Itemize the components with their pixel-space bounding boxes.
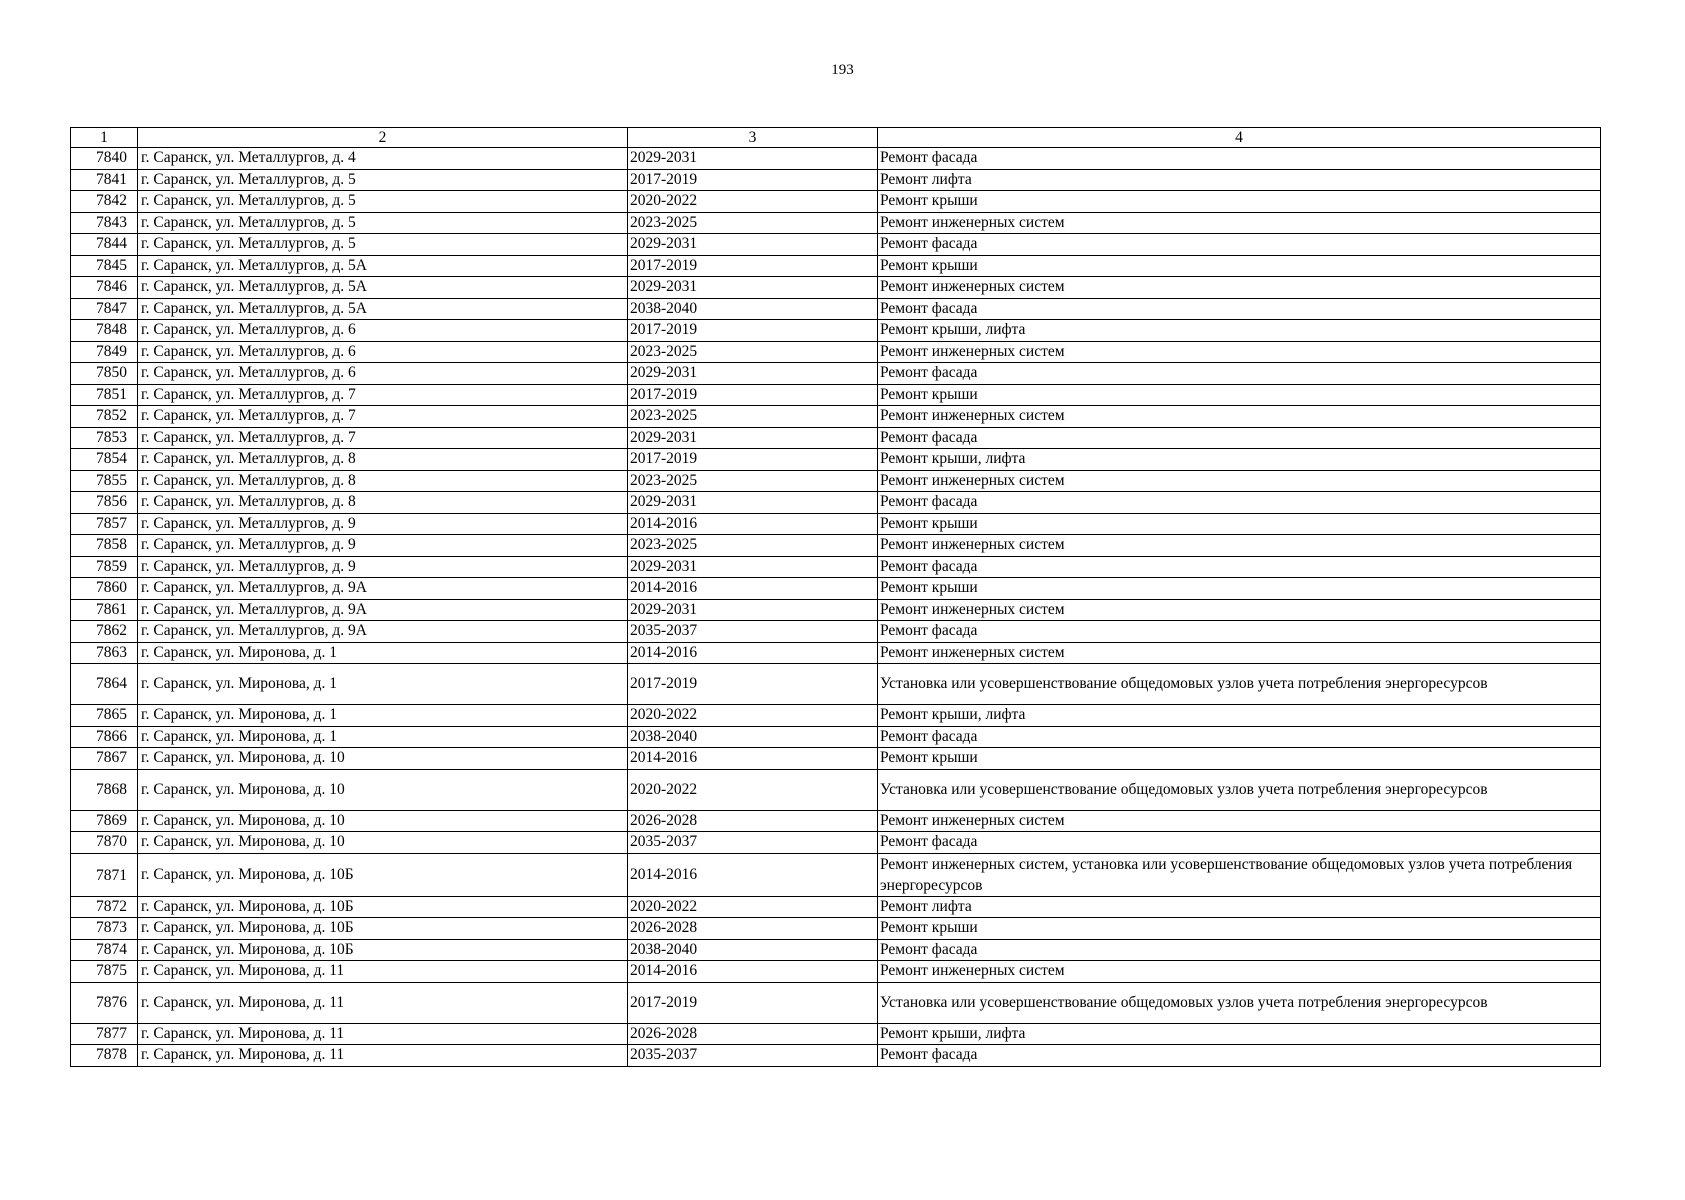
period-cell: 2020-2022 bbox=[628, 896, 878, 918]
work-type-cell: Ремонт крыши bbox=[878, 191, 1601, 213]
row-number-cell: 7874 bbox=[71, 939, 138, 961]
address-cell: г. Саранск, ул. Миронова, д. 11 bbox=[138, 982, 628, 1023]
work-type-cell: Ремонт фасада bbox=[878, 298, 1601, 320]
table-row bbox=[71, 810, 1601, 832]
period-cell: 2020-2022 bbox=[628, 769, 878, 810]
table-row bbox=[71, 853, 1601, 896]
row-number-cell: 7846 bbox=[71, 277, 138, 299]
row-number-cell: 7848 bbox=[71, 320, 138, 342]
table-body bbox=[71, 148, 1601, 1067]
address-cell: г. Саранск, ул. Металлургов, д. 7 bbox=[138, 406, 628, 428]
work-type-cell: Установка или усовершенствование общедомовых узлов учета потребления энергоресурсов bbox=[878, 664, 1601, 705]
address-cell: г. Саранск, ул. Металлургов, д. 9 bbox=[138, 535, 628, 557]
table-row bbox=[71, 1045, 1601, 1067]
table-row bbox=[71, 406, 1601, 428]
work-type-cell: Ремонт фасада bbox=[878, 621, 1601, 643]
row-number-cell: 7849 bbox=[71, 341, 138, 363]
work-type-cell: Ремонт крыши, лифта bbox=[878, 449, 1601, 471]
table-row bbox=[71, 341, 1601, 363]
work-type-cell: Ремонт крыши bbox=[878, 255, 1601, 277]
row-number-cell: 7844 bbox=[71, 234, 138, 256]
table-row bbox=[71, 277, 1601, 299]
period-cell: 2026-2028 bbox=[628, 810, 878, 832]
work-type-cell: Ремонт фасада bbox=[878, 832, 1601, 854]
work-type-cell: Ремонт инженерных систем bbox=[878, 470, 1601, 492]
address-cell: г. Саранск, ул. Металлургов, д. 6 bbox=[138, 320, 628, 342]
period-cell: 2017-2019 bbox=[628, 320, 878, 342]
table-row bbox=[71, 939, 1601, 961]
table-row bbox=[71, 918, 1601, 940]
address-cell: г. Саранск, ул. Металлургов, д. 9А bbox=[138, 621, 628, 643]
table-row bbox=[71, 726, 1601, 748]
address-cell: г. Саранск, ул. Миронова, д. 11 bbox=[138, 961, 628, 983]
row-number-cell: 7853 bbox=[71, 427, 138, 449]
work-type-cell: Ремонт лифта bbox=[878, 169, 1601, 191]
row-number-cell: 7851 bbox=[71, 384, 138, 406]
row-number-cell: 7861 bbox=[71, 599, 138, 621]
address-cell: г. Саранск, ул. Металлургов, д. 9 bbox=[138, 513, 628, 535]
work-type-cell: Ремонт инженерных систем bbox=[878, 599, 1601, 621]
table-row bbox=[71, 191, 1601, 213]
row-number-cell: 7871 bbox=[71, 853, 138, 896]
period-cell: 2029-2031 bbox=[628, 427, 878, 449]
work-type-cell: Ремонт фасада bbox=[878, 726, 1601, 748]
table-row bbox=[71, 449, 1601, 471]
row-number-cell: 7850 bbox=[71, 363, 138, 385]
table-row bbox=[71, 148, 1601, 170]
address-cell: г. Саранск, ул. Миронова, д. 1 bbox=[138, 664, 628, 705]
table-row bbox=[71, 298, 1601, 320]
period-cell: 2029-2031 bbox=[628, 492, 878, 514]
row-number-cell: 7862 bbox=[71, 621, 138, 643]
row-number-cell: 7878 bbox=[71, 1045, 138, 1067]
address-cell: г. Саранск, ул. Миронова, д. 10 bbox=[138, 748, 628, 770]
address-cell: г. Саранск, ул. Металлургов, д. 8 bbox=[138, 470, 628, 492]
table-row bbox=[71, 234, 1601, 256]
table-row bbox=[71, 642, 1601, 664]
period-cell: 2017-2019 bbox=[628, 255, 878, 277]
work-type-cell: Ремонт фасада bbox=[878, 1045, 1601, 1067]
column-header-2: 2 bbox=[138, 128, 628, 148]
table-row bbox=[71, 599, 1601, 621]
row-number-cell: 7843 bbox=[71, 212, 138, 234]
row-number-cell: 7852 bbox=[71, 406, 138, 428]
table-row bbox=[71, 578, 1601, 600]
address-cell: г. Саранск, ул. Металлургов, д. 5 bbox=[138, 234, 628, 256]
address-cell: г. Саранск, ул. Миронова, д. 10Б bbox=[138, 896, 628, 918]
address-cell: г. Саранск, ул. Миронова, д. 11 bbox=[138, 1023, 628, 1045]
row-number-cell: 7877 bbox=[71, 1023, 138, 1045]
address-cell: г. Саранск, ул. Металлургов, д. 5 bbox=[138, 191, 628, 213]
work-type-cell: Ремонт инженерных систем bbox=[878, 341, 1601, 363]
period-cell: 2023-2025 bbox=[628, 406, 878, 428]
period-cell: 2038-2040 bbox=[628, 298, 878, 320]
row-number-cell: 7873 bbox=[71, 918, 138, 940]
period-cell: 2014-2016 bbox=[628, 961, 878, 983]
table-row bbox=[71, 384, 1601, 406]
work-type-cell: Ремонт инженерных систем, установка или усовершенствование общедомовых узлов учета потребления энергоресурсов bbox=[878, 853, 1601, 896]
column-header-1: 1 bbox=[71, 128, 138, 148]
period-cell: 2014-2016 bbox=[628, 853, 878, 896]
period-cell: 2035-2037 bbox=[628, 1045, 878, 1067]
period-cell: 2014-2016 bbox=[628, 642, 878, 664]
address-cell: г. Саранск, ул. Миронова, д. 10Б bbox=[138, 918, 628, 940]
period-cell: 2014-2016 bbox=[628, 513, 878, 535]
row-number-cell: 7842 bbox=[71, 191, 138, 213]
row-number-cell: 7870 bbox=[71, 832, 138, 854]
work-type-cell: Ремонт крыши bbox=[878, 918, 1601, 940]
column-header-3: 3 bbox=[628, 128, 878, 148]
address-cell: г. Саранск, ул. Миронова, д. 10 bbox=[138, 832, 628, 854]
address-cell: г. Саранск, ул. Металлургов, д. 8 bbox=[138, 449, 628, 471]
row-number-cell: 7840 bbox=[71, 148, 138, 170]
page-number: 193 bbox=[831, 62, 854, 78]
row-number-cell: 7863 bbox=[71, 642, 138, 664]
period-cell: 2026-2028 bbox=[628, 1023, 878, 1045]
table-row bbox=[71, 1023, 1601, 1045]
address-cell: г. Саранск, ул. Миронова, д. 10Б bbox=[138, 939, 628, 961]
period-cell: 2038-2040 bbox=[628, 939, 878, 961]
row-number-cell: 7876 bbox=[71, 982, 138, 1023]
work-type-cell: Ремонт крыши, лифта bbox=[878, 705, 1601, 727]
row-number-cell: 7858 bbox=[71, 535, 138, 557]
work-type-cell: Установка или усовершенствование общедомовых узлов учета потребления энергоресурсов bbox=[878, 982, 1601, 1023]
address-cell: г. Саранск, ул. Металлургов, д. 7 bbox=[138, 427, 628, 449]
period-cell: 2014-2016 bbox=[628, 578, 878, 600]
period-cell: 2029-2031 bbox=[628, 234, 878, 256]
row-number-cell: 7841 bbox=[71, 169, 138, 191]
table-row bbox=[71, 896, 1601, 918]
row-number-cell: 7856 bbox=[71, 492, 138, 514]
table-row bbox=[71, 535, 1601, 557]
address-cell: г. Саранск, ул. Миронова, д. 1 bbox=[138, 642, 628, 664]
period-cell: 2029-2031 bbox=[628, 599, 878, 621]
work-type-cell: Ремонт фасада bbox=[878, 363, 1601, 385]
row-number-cell: 7865 bbox=[71, 705, 138, 727]
period-cell: 2029-2031 bbox=[628, 148, 878, 170]
period-cell: 2023-2025 bbox=[628, 535, 878, 557]
address-cell: г. Саранск, ул. Миронова, д. 10 bbox=[138, 810, 628, 832]
address-cell: г. Саранск, ул. Миронова, д. 1 bbox=[138, 705, 628, 727]
row-number-cell: 7868 bbox=[71, 769, 138, 810]
table-row bbox=[71, 470, 1601, 492]
work-type-cell: Ремонт фасада bbox=[878, 148, 1601, 170]
work-type-cell: Ремонт крыши bbox=[878, 384, 1601, 406]
table-row bbox=[71, 705, 1601, 727]
address-cell: г. Саранск, ул. Металлургов, д. 5А bbox=[138, 298, 628, 320]
address-cell: г. Саранск, ул. Металлургов, д. 9А bbox=[138, 578, 628, 600]
period-cell: 2023-2025 bbox=[628, 341, 878, 363]
period-cell: 2026-2028 bbox=[628, 918, 878, 940]
work-type-cell: Ремонт инженерных систем bbox=[878, 535, 1601, 557]
table-row bbox=[71, 492, 1601, 514]
period-cell: 2017-2019 bbox=[628, 664, 878, 705]
table-row bbox=[71, 556, 1601, 578]
table-row bbox=[71, 212, 1601, 234]
table-row bbox=[71, 748, 1601, 770]
address-cell: г. Саранск, ул. Металлургов, д. 6 bbox=[138, 341, 628, 363]
table-row bbox=[71, 961, 1601, 983]
address-cell: г. Саранск, ул. Металлургов, д. 5А bbox=[138, 255, 628, 277]
work-type-cell: Ремонт инженерных систем bbox=[878, 961, 1601, 983]
repair-schedule-table bbox=[70, 127, 1601, 1067]
table-row bbox=[71, 832, 1601, 854]
work-type-cell: Ремонт инженерных систем bbox=[878, 406, 1601, 428]
work-type-cell: Ремонт крыши, лифта bbox=[878, 1023, 1601, 1045]
address-cell: г. Саранск, ул. Миронова, д. 10Б bbox=[138, 853, 628, 896]
row-number-cell: 7855 bbox=[71, 470, 138, 492]
work-type-cell: Установка или усовершенствование общедомовых узлов учета потребления энергоресурсов bbox=[878, 769, 1601, 810]
table-row bbox=[71, 320, 1601, 342]
work-type-cell: Ремонт лифта bbox=[878, 896, 1601, 918]
table-row bbox=[71, 769, 1601, 810]
row-number-cell: 7864 bbox=[71, 664, 138, 705]
row-number-cell: 7869 bbox=[71, 810, 138, 832]
address-cell: г. Саранск, ул. Металлургов, д. 5 bbox=[138, 212, 628, 234]
row-number-cell: 7872 bbox=[71, 896, 138, 918]
period-cell: 2014-2016 bbox=[628, 748, 878, 770]
table-header bbox=[71, 128, 1601, 148]
address-cell: г. Саранск, ул. Металлургов, д. 6 bbox=[138, 363, 628, 385]
period-cell: 2017-2019 bbox=[628, 384, 878, 406]
address-cell: г. Саранск, ул. Миронова, д. 11 bbox=[138, 1045, 628, 1067]
row-number-cell: 7847 bbox=[71, 298, 138, 320]
table-row bbox=[71, 982, 1601, 1023]
work-type-cell: Ремонт крыши bbox=[878, 513, 1601, 535]
table-row bbox=[71, 255, 1601, 277]
table-row bbox=[71, 621, 1601, 643]
period-cell: 2020-2022 bbox=[628, 191, 878, 213]
row-number-cell: 7845 bbox=[71, 255, 138, 277]
table-row bbox=[71, 664, 1601, 705]
period-cell: 2017-2019 bbox=[628, 982, 878, 1023]
address-cell: г. Саранск, ул. Миронова, д. 1 bbox=[138, 726, 628, 748]
work-type-cell: Ремонт инженерных систем bbox=[878, 810, 1601, 832]
work-type-cell: Ремонт инженерных систем bbox=[878, 277, 1601, 299]
table-row bbox=[71, 169, 1601, 191]
period-cell: 2017-2019 bbox=[628, 169, 878, 191]
work-type-cell: Ремонт фасада bbox=[878, 492, 1601, 514]
table-row bbox=[71, 513, 1601, 535]
address-cell: г. Саранск, ул. Миронова, д. 10 bbox=[138, 769, 628, 810]
header-row bbox=[71, 128, 1601, 148]
period-cell: 2020-2022 bbox=[628, 705, 878, 727]
column-header-4: 4 bbox=[878, 128, 1601, 148]
period-cell: 2035-2037 bbox=[628, 621, 878, 643]
work-type-cell: Ремонт фасада bbox=[878, 234, 1601, 256]
address-cell: г. Саранск, ул. Металлургов, д. 5А bbox=[138, 277, 628, 299]
period-cell: 2035-2037 bbox=[628, 832, 878, 854]
address-cell: г. Саранск, ул. Металлургов, д. 5 bbox=[138, 169, 628, 191]
period-cell: 2038-2040 bbox=[628, 726, 878, 748]
address-cell: г. Саранск, ул. Металлургов, д. 7 bbox=[138, 384, 628, 406]
address-cell: г. Саранск, ул. Металлургов, д. 9 bbox=[138, 556, 628, 578]
work-type-cell: Ремонт фасада bbox=[878, 556, 1601, 578]
row-number-cell: 7866 bbox=[71, 726, 138, 748]
work-type-cell: Ремонт крыши bbox=[878, 578, 1601, 600]
table-row bbox=[71, 427, 1601, 449]
row-number-cell: 7859 bbox=[71, 556, 138, 578]
work-type-cell: Ремонт крыши, лифта bbox=[878, 320, 1601, 342]
period-cell: 2017-2019 bbox=[628, 449, 878, 471]
work-type-cell: Ремонт крыши bbox=[878, 748, 1601, 770]
work-type-cell: Ремонт инженерных систем bbox=[878, 212, 1601, 234]
period-cell: 2029-2031 bbox=[628, 556, 878, 578]
address-cell: г. Саранск, ул. Металлургов, д. 9А bbox=[138, 599, 628, 621]
period-cell: 2023-2025 bbox=[628, 470, 878, 492]
row-number-cell: 7857 bbox=[71, 513, 138, 535]
row-number-cell: 7860 bbox=[71, 578, 138, 600]
work-type-cell: Ремонт фасада bbox=[878, 427, 1601, 449]
address-cell: г. Саранск, ул. Металлургов, д. 4 bbox=[138, 148, 628, 170]
row-number-cell: 7854 bbox=[71, 449, 138, 471]
period-cell: 2029-2031 bbox=[628, 277, 878, 299]
row-number-cell: 7875 bbox=[71, 961, 138, 983]
period-cell: 2023-2025 bbox=[628, 212, 878, 234]
period-cell: 2029-2031 bbox=[628, 363, 878, 385]
work-type-cell: Ремонт фасада bbox=[878, 939, 1601, 961]
work-type-cell: Ремонт инженерных систем bbox=[878, 642, 1601, 664]
row-number-cell: 7867 bbox=[71, 748, 138, 770]
table-row bbox=[71, 363, 1601, 385]
address-cell: г. Саранск, ул. Металлургов, д. 8 bbox=[138, 492, 628, 514]
